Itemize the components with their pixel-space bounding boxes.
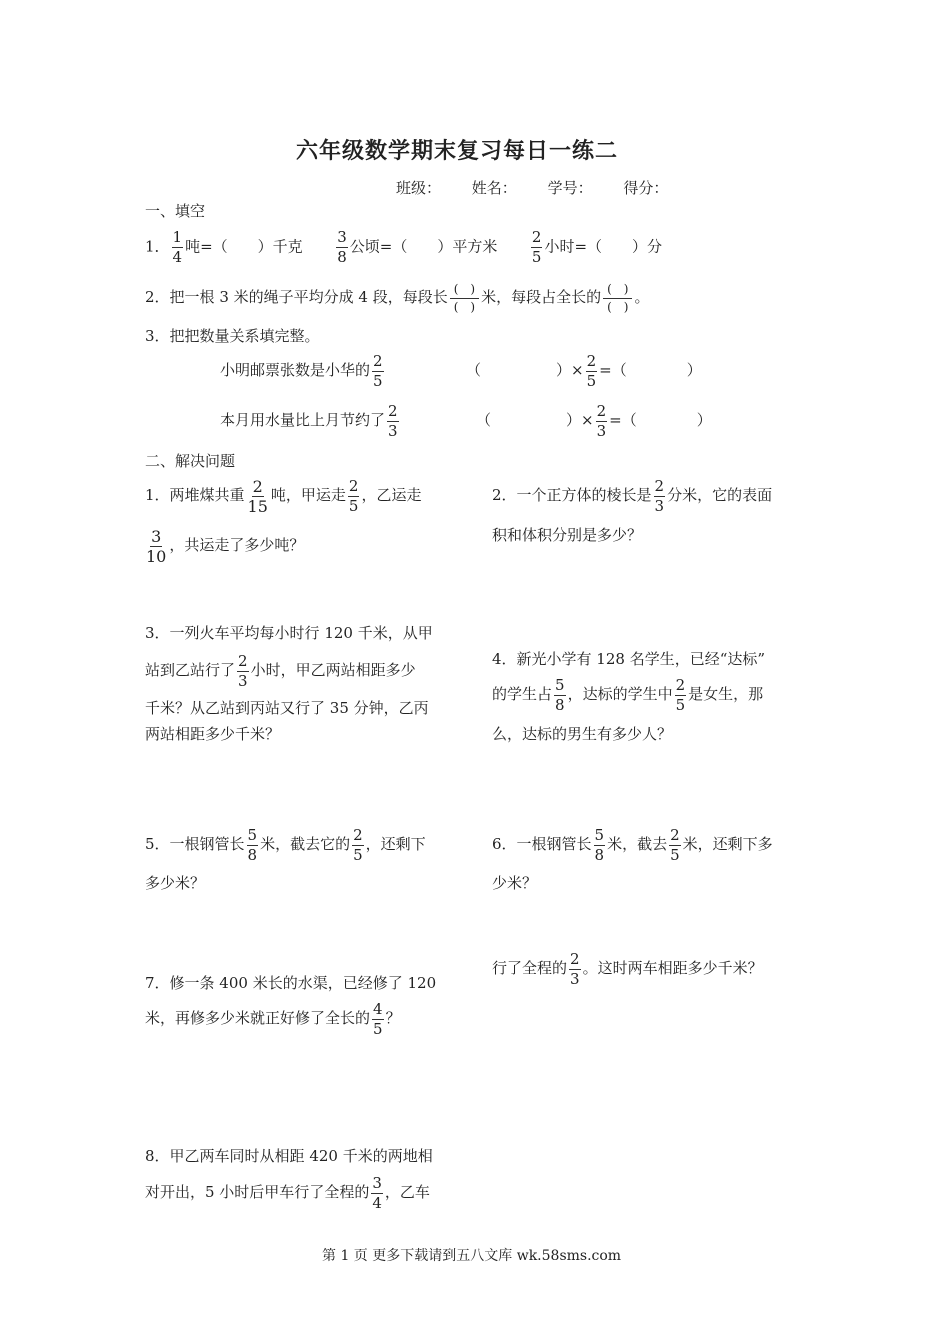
- q3-row-1: 小明邮票张数是小华的 $\frac{2}{5}$: [220, 351, 383, 390]
- problem-1-line-2: $\frac{3}{10}$ ，共运走了多少吨？: [146, 526, 305, 566]
- page-footer: 第 1 页 更多下载请到五八文库 wk.58sms.com: [322, 1248, 622, 1264]
- question-2: 2．把一根 3 米的绳子平均分成 4 段，每段长 $\frac{( )}{( )}$ 米，每段占全长的 $\frac{( )}{( )}$ 。: [145, 281, 650, 314]
- student-number-label: 学号：: [547, 179, 593, 197]
- name-label: 姓名：: [471, 179, 517, 197]
- question-1: 1． $\frac{1}{4}$ 吨=（ ）千克 $\frac{3}{8}$ 公顷=（ ）平方米 $\frac{2}{5}$ 小时=（ ）分: [145, 228, 663, 266]
- q3-row-2-formula: （ ）× $\frac{2}{3}$ =（ ）: [476, 401, 712, 440]
- q3-row-2: 本月用水量比上月节约了 $\frac{2}{3}$: [220, 401, 398, 440]
- problem-6-line-2: 少米？: [492, 874, 538, 892]
- problem-4-line-1: 4．新光小学有 128 名学生，已经“达标”: [492, 650, 766, 668]
- section-heading-problems: 二、解决问题: [145, 452, 236, 470]
- question-3: 3．把把数量关系填完整。: [145, 327, 320, 345]
- problem-8-line-2: 对开出，5 小时后甲车行了全程的 $\frac{3}{4}$ ，乙车: [145, 1173, 430, 1212]
- problem-8-line-1: 8．甲乙两车同时从相距 420 千米的两地相: [145, 1147, 433, 1165]
- problem-4-line-2: 的学生占 $\frac{5}{8}$ ，达标的学生中 $\frac{2}{5}$ 是女生，那: [492, 675, 764, 714]
- score-label: 得分：: [623, 179, 669, 197]
- student-info-line: [396, 178, 668, 198]
- problem-1-line-1: 1．两堆煤共重 $\frac{2}{15}$ 吨，甲运走 $\frac{2}{5}$ ，乙运走: [145, 476, 422, 516]
- problem-7-line-2: 米，再修多少米就正好修了全长的 $\frac{4}{5}$ ？: [145, 999, 401, 1038]
- problem-8-continuation: 行了全程的 $\frac{2}{3}$ 。这时两车相距多少千米？: [492, 949, 763, 988]
- problem-3-line-1: 3．一列火车平均每小时行 120 千米，从甲: [145, 624, 433, 642]
- problem-7-line-1: 7．修一条 400 米长的水渠，已经修了 120: [145, 974, 437, 992]
- q3-row-1-formula: （ ）× $\frac{2}{5}$ =（ ）: [466, 351, 702, 390]
- problem-2-line-1: 2．一个正方体的棱长是 $\frac{2}{3}$ 分米，它的表面: [492, 476, 773, 515]
- problem-6-line-1: 6．一根钢管长 $\frac{5}{8}$ 米，截去 $\frac{2}{5}$ 米，还剩下多: [492, 825, 773, 864]
- problem-4-line-3: 么，达标的男生有多少人？: [492, 725, 673, 743]
- problem-3-line-4: 两站相距多少千米？: [145, 725, 281, 743]
- problem-5-line-2: 多少米？: [145, 874, 206, 892]
- problem-3-line-3: 千米？从乙站到丙站又行了 35 分钟，乙丙: [145, 699, 429, 717]
- class-label: 班级：: [396, 179, 442, 197]
- section-heading-fill-blanks: 一、填空: [145, 202, 206, 220]
- page-title: 六年级数学期末复习每日一练二: [296, 138, 619, 164]
- problem-5-line-1: 5．一根钢管长 $\frac{5}{8}$ 米，截去它的 $\frac{2}{5}$ ，还剩下: [145, 825, 426, 864]
- problem-3-line-2: 站到乙站行了 $\frac{2}{3}$ 小时，甲乙两站相距多少: [145, 651, 416, 690]
- problem-2-line-2: 积和体积分别是多少？: [492, 526, 643, 544]
